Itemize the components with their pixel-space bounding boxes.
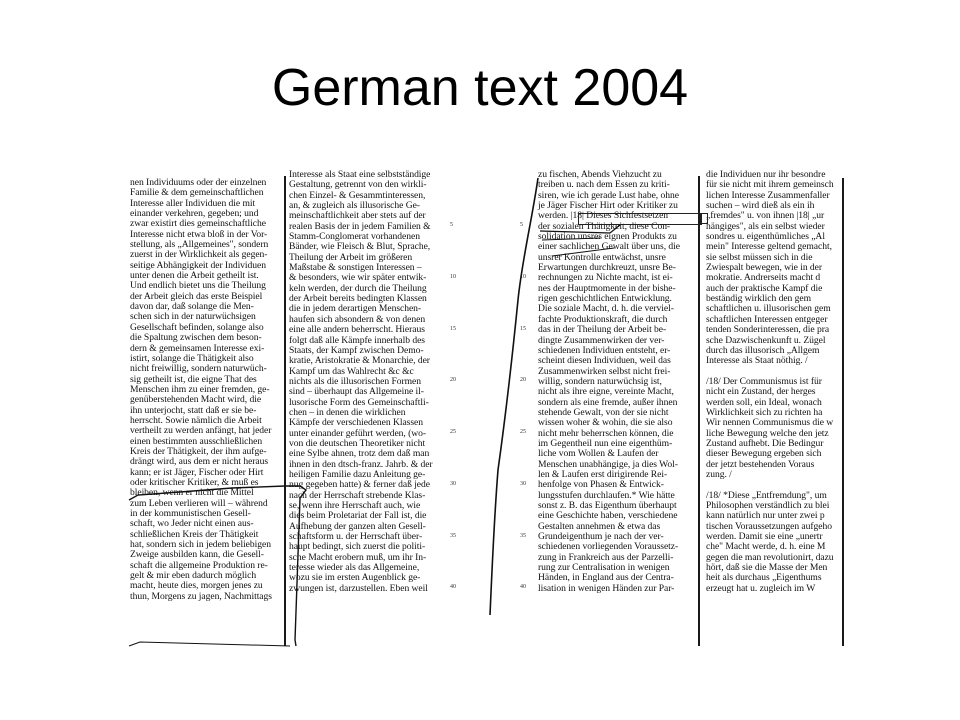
text-line: bleiben, wenn er nicht die Mittel [130,487,254,499]
text-line: Theilung der Arbeit im größeren [289,251,413,263]
text-line: Interesse nicht etwa bloß in der Vor- [130,228,268,240]
text-line: nicht mehr beherrschen können, die [538,427,674,439]
right-page-column-1 [538,170,680,594]
line-number: 20 [520,377,526,384]
text-line: hat, sondern sich in jedem beliebigen [130,539,271,551]
text-line: oder kritischer Kritiker, & muß es [130,476,259,488]
line-number: 15 [450,325,456,332]
text-line: schaftsform u. der Herrschaft über- [289,531,423,543]
text-line: beständig wirklich den gem [706,293,812,305]
text-line: realen Basis der in jedem Familien & [289,220,431,232]
text-line: nicht als ihre eigne, vereinte Macht, [538,386,674,398]
text-line: Gestaltung, getrennt von den wirkli- [289,179,427,191]
text-line: zwungen ist, darzustellen. Eben weil [289,582,428,594]
text-line: durch das illusorisch „Allgem [706,344,820,356]
text-line: dingte Zusammenwirken der ver- [538,334,665,346]
text-line: chen Einzel- & Gesammtinteressen, [289,189,426,201]
text-line: schließlichen Kreis der Thätigkeit [130,528,259,540]
text-line: Interesse als Staat eine selbstständige [289,169,431,180]
text-line: die Spaltung zwischen dem beson- [130,332,262,344]
text-line: zwar existirt dies gemeinschaftliche [130,218,266,230]
line-number: 35 [450,532,456,539]
text-line: Die soziale Macht, d. h. die verviel- [538,303,674,315]
line-number: 10 [450,273,456,280]
text-line: macht, heute dies, morgen jenes zu [130,580,263,592]
text-line: sonst z. B. das Eigenthum überhaupt [538,500,677,511]
text-line: nug gegeben hatte) & ferner daß jede [289,479,430,491]
text-line: solidation unsres eignen Produkts zu [538,231,677,243]
text-line: heit als durchaus „Eigenthums [706,572,822,584]
text-line: Und endlich bietet uns die Theilung [130,280,266,292]
text-line: einen bestimmten ausschließlichen [130,435,263,447]
text-line: Erwartungen durchkreuzt, unsre Be- [538,262,676,274]
text-line: der jetzt bestehenden Voraus [706,458,815,470]
text-line: schaft, wo Jeder nicht einen aus- [130,518,254,530]
text-line: zung. / [706,468,732,480]
text-line: Grundeigenthum je nach der ver- [538,531,664,543]
text-line: drängt wird, aus dem er nicht heraus [130,456,269,468]
text-line: treiben u. nach dem Essen zu kriti- [538,179,670,191]
line-number: 5 [520,222,523,228]
text-line: tenden Sonderinteressen, die pra [706,324,830,336]
text-line: lungsstufen durchlaufen.* Wie hätte [538,489,675,501]
text-line: /18/ Der Communismus ist für [706,375,822,387]
text-line: ihn unterjocht, statt daß er sie be- [130,404,257,416]
text-line: sie selbst müssen sich in die [706,251,813,263]
text-line: keln werden, der durch die Theilung [289,282,427,294]
text-line: „fremdes" u. von ihnen |18| „ur [706,210,825,222]
text-line: Familie & dem gemeinschaftlichen [130,187,264,199]
text-line: die in jedem derartigen Menschen- [289,303,422,315]
text-line: schaft die allgemeine Produktion re- [130,559,268,571]
text-line: istirt, solange die Thätigkeit also [130,352,254,364]
text-line: lusorische Form des Gemeinschaftli- [289,396,429,408]
text-line: unter einander geführt werden, (wo- [289,427,427,439]
text-line: dies beim Proletariat der Fall ist, die [289,510,427,522]
text-line: scheint diesen Individuen, weil das [538,355,671,367]
text-line: rung zur Centralisation in wenigen [538,562,670,574]
text-line: folgt daß alle Kämpfe innerhalb des [289,334,425,346]
text-line: tischen Voraussetzungen aufgeho [706,520,832,532]
text-line: thun, Morgens zu jagen, Nachmittags [130,590,272,602]
text-line: Zustand aufhebt. Die Bedingur [706,437,824,449]
text-line: liche vom Wollen & Laufen der [538,448,659,460]
text-line: genüberstehenden Macht wird, die [130,394,262,406]
text-line: in der kommunistischen Gesell- [130,508,251,519]
text-line: Aufhebung der ganzen alten Gesell- [289,520,426,532]
text-line: je Jäger Fischer Hirt oder Kritiker zu [538,200,678,212]
text-line: Wirklichkeit sich zu richten ha [706,406,823,418]
text-line: stellung, als „Allgemeines", sondern [130,239,269,251]
text-line: henfolge von Phasen & Entwick- [538,479,664,491]
text-line: zu fischen, Abends Viehzucht zu [538,169,662,180]
text-line: seitige Abhängigkeit der Individuen [130,259,266,271]
text-line: für sie nicht mit ihrem gemeinsch [706,179,834,191]
text-line: Menschen ihm zu einer fremden, ge- [130,383,270,395]
text-line: im Gegentheil nun eine eigenthüm- [538,437,673,449]
text-line: haupt bedingt, sich zuerst die politi- [289,541,426,553]
line-number: 40 [520,584,526,591]
text-line: rigen geschichtlichen Entwicklung. [538,293,672,305]
text-line: nicht ein Zustand, der herges [706,386,816,398]
text-line: len & Laufen erst dirigirende Rei- [538,468,668,480]
text-line: nes der Hauptmomente in der bishe- [538,282,676,294]
text-line: lisation in wenigen Händen zur Par- [538,582,675,594]
text-line: heiligen Familie dazu Anleitung ge- [289,468,426,480]
text-line: vertheilt zu werden anfängt, hat jeder [130,425,272,437]
text-line: zuerst in der Wirklichkeit als gegen- [130,249,268,261]
text-line: chen – in denen die wirklichen [289,406,406,418]
text-line: schiedenen Individuen entsteht, er- [538,344,671,356]
text-line: Zwiespalt bewegen, wie in der [706,262,823,274]
text-line: teresse wieder als das Allgemeine, [289,562,420,574]
line-number: 20 [450,377,456,384]
text-line: mokratie. Andrerseits macht d [706,272,821,284]
left-page-column-rule [284,176,286,646]
text-line: zung in Frankreich aus der Parzelli- [538,551,674,563]
text-line: hängiges", als ein selbst wieder [706,220,825,232]
text-line: an, & zugleich als illusorische Ge- [289,200,420,212]
text-line: Händen, in England aus der Centra- [538,572,674,584]
text-line: herrscht. Sowie nämlich die Arbeit [130,414,262,426]
text-line: werden. Damit sie eine „unertr [706,531,823,543]
slide-title: German text 2004 [271,59,689,117]
left-page-column-1 [130,178,272,602]
text-line: /18/ *Diese „Entfremdung", um [706,489,827,501]
text-line: nicht freiwillig, sondern naturwüch- [130,363,267,375]
text-line: rechnungen zu Nichte macht, ist ei- [538,272,673,284]
text-line: ihnen in den dtsch-franz. Jahrb. & der [289,458,433,470]
text-line: hört, daß sie die Masse der Men [706,562,828,574]
text-line: Interesse als Staat nöthig. / [706,355,808,367]
text-line: nichts als die illusorischen Formen [289,375,422,387]
text-line: Staats, der Kampf zwischen Demo- [289,344,424,356]
text-line: sondern als eine fremde, außer ihnen [538,396,678,408]
text-line: gelt & mir eben dadurch möglich [130,570,257,582]
text-line: dieser Bewegung ergeben sich [706,448,822,460]
text-line: Kampf um das Wahlrecht &c &c [289,365,414,377]
right-margin-curve [490,178,538,615]
right-page-column-rule [698,176,700,646]
text-line: sche Macht erobern muß, um ihr In- [289,551,427,563]
line-number: 40 [450,584,456,591]
text-line: sondres u. eigenthümliches „Al [706,231,825,243]
text-line: einander verkehren, gegeben; und [130,208,259,220]
text-line: haufen sich absondern & von denen [289,313,426,325]
text-line: wissen woher & wohin, die sie also [538,417,673,429]
text-line: davon dar, daß solange die Men- [130,301,254,313]
text-line: stehende Gewalt, von der sie nicht [538,406,669,418]
text-line: erzeugt hat u. zugleich im W [706,582,816,594]
text-line: liche Bewegung welche den jetz [706,427,829,439]
text-line: schaftlichen u. illusorischen gem [706,303,831,315]
text-line: unter denen die Arbeit getheilt ist. [130,270,259,282]
text-line: schiedenen vorliegenden Voraussetz- [538,541,679,553]
text-line: willig, sondern naturwüchsig ist, [538,375,662,387]
line-number: 5 [450,222,453,228]
text-line: Kämpfe der verschiedenen Klassen [289,417,423,429]
text-line: nen Individuums oder der einzelnen [130,177,267,188]
text-line: wozu sie im ersten Augenblick ge- [289,572,421,584]
right-page-edge-rule [842,178,844,646]
text-line: das in der Theilung der Arbeit be- [538,324,667,336]
left-page-column-2 [289,170,433,594]
text-line: se, wenn ihre Herrschaft auch, wie [289,500,421,511]
text-line: suchen – wird dieß als ein ih [706,200,815,212]
text-line: nach der Herrschaft strebende Klas- [289,489,426,501]
text-line: werden. |18| Dieses Sichfestsetzen [538,210,669,222]
text-line: schaftlichen Interessen entgeger [706,313,828,325]
text-line: kann; er ist Jäger, Fischer oder Hirt [130,466,264,478]
text-line: Menschen unabhängige, ja dies Wol- [538,458,678,470]
text-line: & besonders, wie wir später entwik- [289,272,427,284]
text-line: von die deutschen Theoretiker nicht [289,437,426,449]
line-number: 10 [520,273,526,280]
text-line: Zweige ausbilden kann, die Gesell- [130,549,264,561]
line-number: 30 [450,480,456,487]
text-line: einer sachlichen Gewalt über uns, die [538,241,681,253]
text-line: Gestalten annehmen & etwa das [538,520,661,532]
text-line: che" Macht werde, d. h. eine M [706,541,826,553]
text-line: mein" Interesse geltend gemacht, [706,241,832,253]
line-number: 35 [520,532,526,539]
text-line: fachte Produktionskraft, die durch [538,313,668,325]
text-line: Zusammenwirken selbst nicht frei- [538,365,671,377]
text-line: Philosophen verständlich zu blei [706,500,830,511]
line-number: 25 [520,429,526,435]
line-number: 25 [450,429,456,435]
text-line: gegen die man revolutionirt, dazu [706,551,834,563]
text-line: lichen Interesse Zusammenfaller [706,189,830,201]
text-line: Maßstabe & sonstigen Interessen – [289,262,422,274]
line-number: 15 [520,325,526,332]
text-line: der sozialen Thätigkeit, diese Con- [538,220,671,232]
line-number: 30 [520,480,526,487]
text-line: zum Leben verlieren will – während [130,497,268,509]
left-page-scan [128,168,458,646]
text-line: sche Dazwischenkunft u. Zügel [706,334,826,346]
boxed-note-marker [700,213,708,224]
text-line: der Arbeit gleich das erste Beispiel [130,290,263,302]
text-line: Bänder, wie Fleisch & Blut, Sprache, [289,241,431,253]
text-line: unsrer Kontrolle entwächst, unsre [538,251,666,263]
text-line: Wir nennen Communismus die w [706,417,834,429]
text-line: kratie, Aristokratie & Monarchie, der [289,355,430,367]
text-line: die Individuen nur ihr besondre [706,169,826,180]
text-line: Gesellschaft befinden, solange also [130,321,264,333]
text-line: siren, wie ich gerade Lust habe, ohne [538,189,679,201]
text-line: Kreis der Thätigkeit, der ihm aufge- [130,445,267,457]
text-line: Stamm-Conglomerat vorhandenen [289,231,420,243]
text-line: sind – überhaupt das Allgemeine il- [289,386,424,398]
boxed-insertion-mark [578,213,702,225]
text-line: eine alle andern beherrscht. Hieraus [289,324,425,336]
text-line: werden soll, ein Ideal, wonach [706,396,822,408]
text-line: meinschaftlichkeit aber stets auf der [289,210,426,222]
text-line: sig getheilt ist, die eigne That des [130,373,257,385]
text-line: kann natürlich nur unter zwei p [706,510,825,522]
text-line: eine Geschichte haben, verschiedene [538,510,678,522]
text-line: auch der praktische Kampf die [706,282,823,294]
text-line: schen sich in der naturwüchsigen [130,311,256,323]
text-line: der Arbeit bereits bedingten Klassen [289,293,427,305]
text-line: dern & gemeinsamen Interesse exi- [130,342,265,354]
right-page-column-2 [706,170,834,594]
text-line: eine Sylbe ahnen, trotz dem daß man [289,448,430,460]
text-line: Interesse aller Individuen die mit [130,197,256,209]
right-page-scan [535,168,845,646]
